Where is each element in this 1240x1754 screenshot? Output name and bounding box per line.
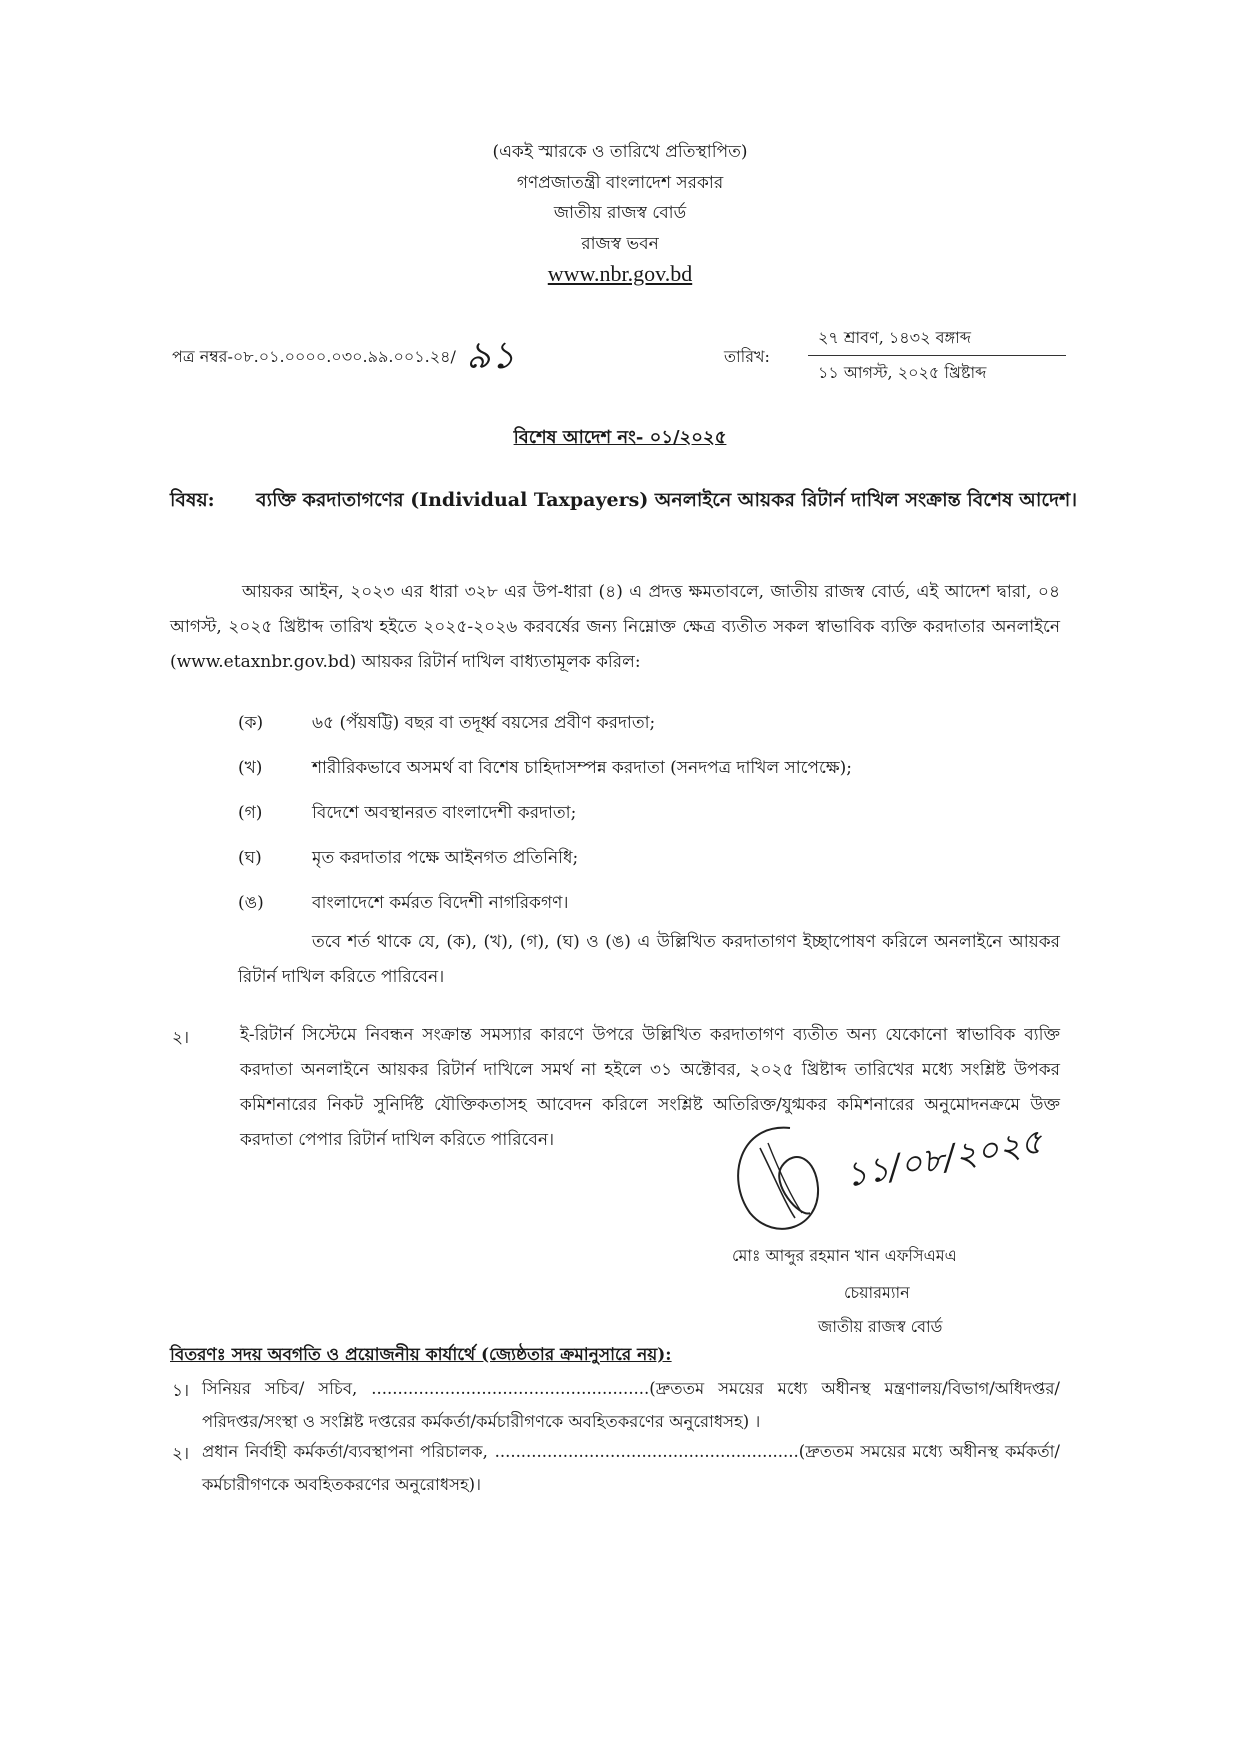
- subject-text: ব্যক্তি করদাতাগণের (Individual Taxpayers) অনলাইনে আয়কর রিটার্ন দাখিল সংক্রান্ত বিশেষ আদেশ।: [256, 489, 1078, 511]
- header-building: রাজস্ব ভবন: [581, 234, 659, 254]
- distribution-item-1-number: ১।: [172, 1381, 190, 1401]
- date-gregorian: ১১ আগস্ট, ২০২৫ খ্রিষ্টাব্দ: [818, 363, 987, 382]
- signatory-designation: চেয়ারম্যান: [844, 1283, 910, 1302]
- exception-text-ka: ৬৫ (পঁয়ষট্টি) বছর বা তদূর্ধ্ব বয়সের প্রবীণ করদাতা;: [312, 713, 656, 733]
- header-government: গণপ্রজাতন্ত্রী বাংলাদেশ সরকার: [516, 173, 724, 193]
- signatory-name: মোঃ আব্দুর রহমান খান এফসিএমএ: [732, 1246, 957, 1265]
- distribution-item-1-text: সিনিয়র সচিব/ সচিব, .....................................................(দ্রুততম সময়ের মধ্যে অধীনস্থ মন্ত্রণালয়/বিভাগ/অধিদপ্তর/পরিদপ্তর/সংস্থা ও সংশ্লিষ্ট দপ্তরের কর্মকর্তা/কর্মচারীগণকে অবহিতকরণের অনুরোধসহ) ।: [202, 1379, 1060, 1431]
- header-board: জাতীয় রাজস্ব বোর্ড: [553, 203, 687, 223]
- section-2-paragraph: ই-রিটার্ন সিস্টেমে নিবন্ধন সংক্রান্ত সমস্যার কারণে উপরে উল্লিখিত করদাতাগণ ব্যতীত অন্য যেকোনো স্বাভাবিক ব্যক্তি করদাতা অনলাইনে আয়কর রিটার্ন দাখিলে সমর্থ না হইলে ৩১ অক্টোবর, ২০২৫ খ্রিষ্টাব্দ তারিখের মধ্যে সংশ্লিষ্ট উপকর কমিশনারের নিকট সুনির্দিষ্ট যৌক্তিকতাসহ আবেদন করিলে সংশ্লিষ্ট অতিরিক্ত/যুগ্মকর কমিশনারের অনুমোদনক্রমে উক্ত করদাতা পেপার রিটার্ন দাখিল করিতে পারিবেন।: [240, 1025, 1060, 1150]
- exception-marker-gha: (ঘ): [238, 848, 262, 868]
- date-bangla: ২৭ শ্রাবণ, ১৪৩২ বঙ্গাব্দ: [818, 328, 971, 347]
- exception-text-gha: মৃত করদাতার পক্ষে আইনগত প্রতিনিধি;: [312, 848, 579, 868]
- exception-marker-uma: (ঙ): [238, 893, 264, 913]
- exception-text-kha: শারীরিকভাবে অসমর্থ বা বিশেষ চাহিদাসম্পন্ন করদাতা (সনদপত্র দাখিল সাপেক্ষে);: [312, 758, 853, 778]
- header-website-link[interactable]: www.nbr.gov.bd: [547, 261, 693, 286]
- exception-marker-ga: (গ): [238, 803, 263, 823]
- subject-label: বিষয়:: [170, 489, 215, 511]
- order-title: বিশেষ আদেশ নং- ০১/২০২৫: [513, 427, 727, 448]
- proviso-paragraph: তবে শর্ত থাকে যে, (ক), (খ), (গ), (ঘ) ও (ঙ) এ উল্লিখিত করদাতাগণ ইচ্ছাপোষণ করিলে অনলাইনে আয়কর রিটার্ন দাখিল করিতে পারিবেন।: [238, 932, 1060, 987]
- date-label: তারিখ:: [724, 347, 770, 366]
- exception-text-ga: বিদেশে অবস্থানরত বাংলাদেশী করদাতা;: [312, 803, 577, 823]
- signatory-office: জাতীয় রাজস্ব বোর্ড: [818, 1317, 943, 1336]
- section-2-number: ২।: [172, 1028, 190, 1048]
- distribution-item-2-text: প্রধান নির্বাহী কর্মকর্তা/ব্যবস্থাপনা পরিচালক, ..........................................................(দ্রুততম সময়ের মধ্যে অধীনস্থ কর্মকর্তা/কর্মচারীগণকে অবহিতকরণের অনুরোধসহ)।: [202, 1442, 1060, 1494]
- header-line-replaced-note: (একই স্মারকে ও তারিখে প্রতিস্থাপিত): [492, 142, 748, 162]
- memo-number: পত্র নম্বর-০৮.০১.০০০০.০৩০.৯৯.০০১.২৪/: [172, 347, 456, 366]
- distribution-item-2-number: ২।: [172, 1444, 190, 1464]
- exception-marker-kha: (খ): [238, 758, 263, 778]
- memo-handwritten-number: ৯১: [466, 333, 516, 377]
- signature-date: ১১/০৮/২০২৫: [842, 1121, 1046, 1196]
- distribution-heading: বিতরণঃ সদয় অবগতি ও প্রয়োজনীয় কার্যার্থে (জ্যেষ্ঠতার ক্রমানুসারে নয়):: [170, 1345, 672, 1365]
- body-paragraph-1: আয়কর আইন, ২০২৩ এর ধারা ৩২৮ এর উপ-ধারা (৪) এ প্রদত্ত ক্ষমতাবলে, জাতীয় রাজস্ব বোর্ড, এই আদেশ দ্বারা, ০৪ আগস্ট, ২০২৫ খ্রিষ্টাব্দ তারিখ হইতে ২০২৫-২০২৬ করবর্ষের জন্য নিম্নোক্ত ক্ষেত্র ব্যতীত সকল স্বাভাবিক ব্যক্তি করদাতার অনলাইনে (www.etaxnbr.gov.bd) আয়কর রিটার্ন দাখিল বাধ্যতামূলক করিল:: [170, 582, 1060, 672]
- exception-marker-ka: (ক): [238, 713, 264, 733]
- exception-text-uma: বাংলাদেশে কর্মরত বিদেশী নাগরিকগণ।: [312, 893, 569, 913]
- date-divider: [808, 355, 1066, 356]
